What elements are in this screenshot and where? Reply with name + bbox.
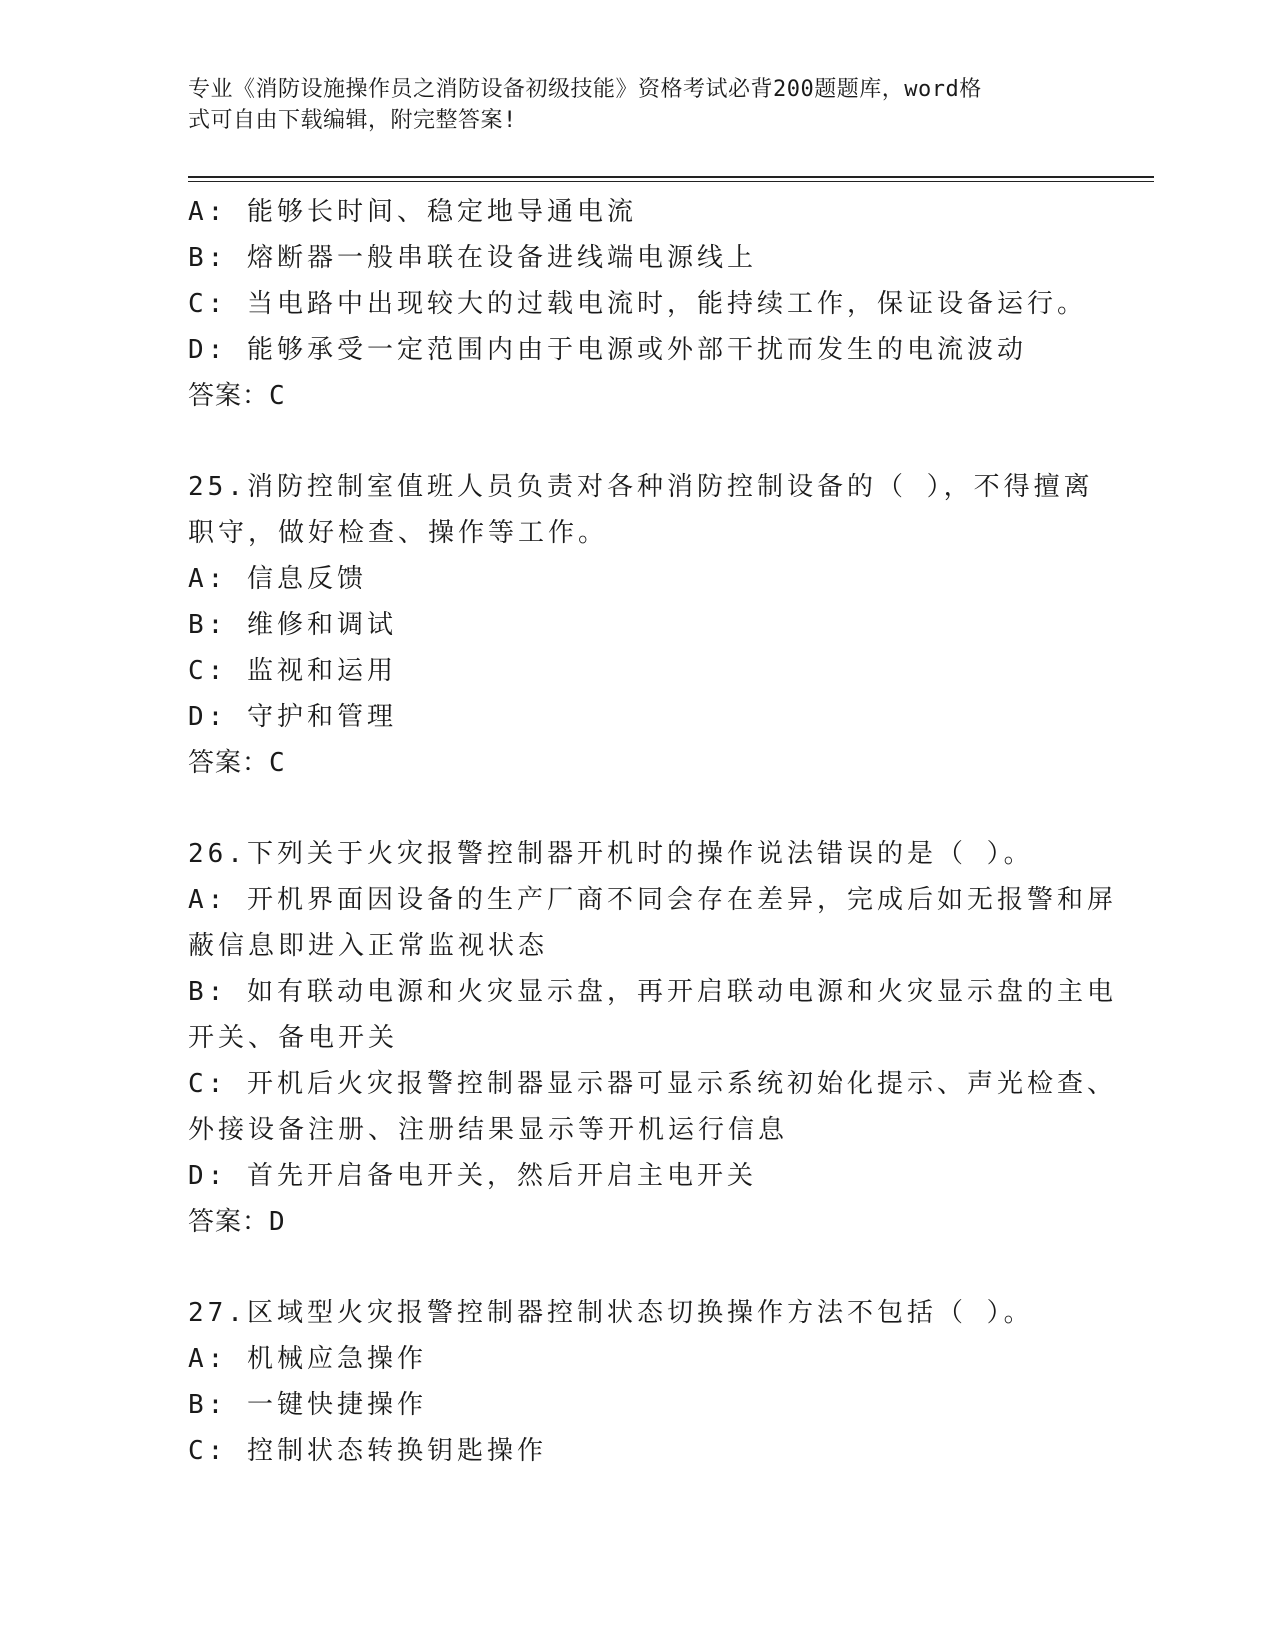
option-c-line-1: C: 开机后火灾报警控制器显示器可显示系统初始化提示、声光检查、: [188, 1069, 1117, 1099]
answer-line: 答案：C: [188, 381, 286, 411]
question-24: [188, 189, 1088, 419]
option-b: B: 一键快捷操作: [188, 1390, 427, 1420]
option-c: C: 控制状态转换钥匙操作: [188, 1436, 547, 1466]
question-27: [188, 1290, 1088, 1474]
spacer: [188, 786, 1088, 831]
question-stem-line-2: 职守，做好检查、操作等工作。: [188, 518, 609, 548]
option-b: B: 熔断器一般串联在设备进线端电源线上: [188, 243, 757, 273]
spacer: [188, 1245, 1088, 1290]
header-line-1: 专业《消防设施操作员之消防设备初级技能》资格考试必背200题题库，word格: [188, 77, 982, 102]
question-content: [188, 189, 1117, 1474]
question-stem-line-1: 25.消防控制室值班人员负责对各种消防控制设备的（ ），不得擅离: [188, 472, 1094, 502]
answer-line: 答案：C: [188, 748, 286, 778]
option-b-line-2: 开关、备电开关: [188, 1023, 399, 1053]
spacer: [188, 419, 1088, 464]
option-a-line-2: 蔽信息即进入正常监视状态: [188, 931, 549, 961]
option-b-line-1: B: 如有联动电源和火灾显示盘，再开启联动电源和火灾显示盘的主电: [188, 977, 1117, 1007]
option-c-line-2: 外接设备注册、注册结果显示等开机运行信息: [188, 1115, 789, 1145]
header-divider-thick: [188, 176, 1154, 178]
option-a: A: 机械应急操作: [188, 1344, 427, 1374]
option-d: D: 首先开启备电开关，然后开启主电开关: [188, 1161, 757, 1191]
answer-line: 答案：D: [188, 1207, 286, 1237]
header-line-2: 式可自由下载编辑，附完整答案!: [188, 108, 517, 133]
option-a-line-1: A: 开机界面因设备的生产厂商不同会存在差异，完成后如无报警和屏: [188, 885, 1117, 915]
question-26: [188, 831, 1117, 1245]
option-d: D: 守护和管理: [188, 702, 397, 732]
header-divider-thin: [188, 181, 1154, 182]
option-c: C: 监视和运用: [188, 656, 397, 686]
option-a: A: 能够长时间、稳定地导通电流: [188, 197, 637, 227]
question-stem-line-1: 27.区域型火灾报警控制器控制状态切换操作方法不包括（ ）。: [188, 1298, 1034, 1328]
question-stem-line-1: 26.下列关于火灾报警控制器开机时的操作说法错误的是（ ）。: [188, 839, 1034, 869]
option-b: B: 维修和调试: [188, 610, 397, 640]
option-d: D: 能够承受一定范围内由于电源或外部干扰而发生的电流波动: [188, 335, 1027, 365]
document-header: [188, 74, 1068, 136]
option-a: A: 信息反馈: [188, 564, 367, 594]
question-25: [188, 464, 1094, 786]
option-c: C: 当电路中出现较大的过载电流时，能持续工作，保证设备运行。: [188, 289, 1087, 319]
